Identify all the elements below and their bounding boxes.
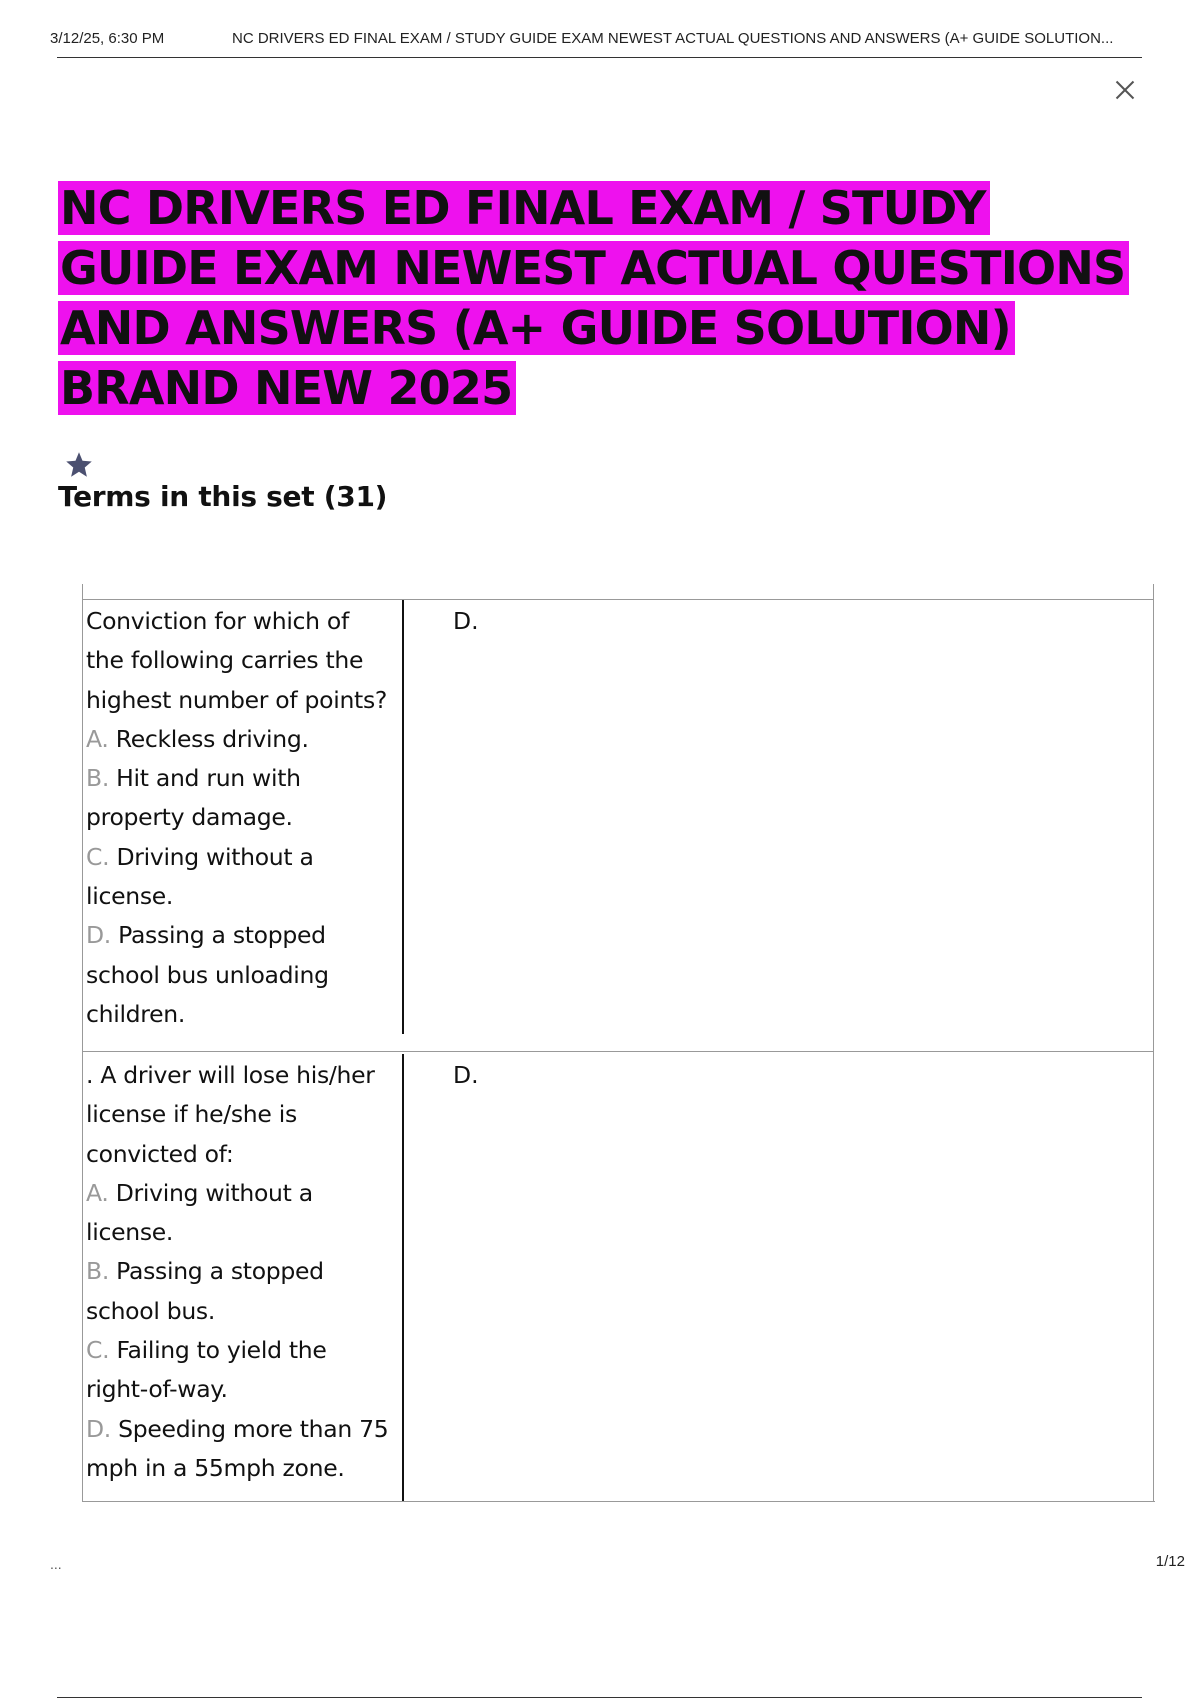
option-letter: B.: [86, 764, 109, 793]
card-definition: D.: [453, 1061, 479, 1089]
question-text: . A driver will lose his/her license if he/she is convicted of:: [86, 1061, 375, 1168]
print-datetime: 3/12/25, 6:30 PM: [50, 30, 165, 47]
option-text: Passing a stopped school bus.: [86, 1257, 324, 1325]
header-divider: [57, 57, 1142, 58]
option-letter: A.: [86, 1178, 109, 1207]
document-title: [58, 178, 1158, 418]
terms-count-heading: Terms in this set (31): [58, 480, 388, 513]
option-text: Driving without a license.: [86, 1178, 313, 1247]
option-letter: D.: [86, 921, 111, 950]
footer-ellipsis: ...: [50, 1556, 62, 1572]
option-letter: B.: [86, 1257, 109, 1286]
option-letter: C.: [86, 842, 110, 871]
question-text: Conviction for which of the following carries the highest number of points?: [86, 607, 388, 714]
option-text: Failing to yield the right-of-way.: [86, 1336, 327, 1404]
card-term: [86, 1056, 392, 1488]
option-text: Driving without a license.: [86, 842, 314, 911]
flashcard-2: [82, 1051, 1154, 1502]
option-letter: C.: [86, 1336, 110, 1365]
footer-divider: [57, 1697, 1142, 1698]
option-letter: D.: [86, 1414, 111, 1443]
print-page-title: NC DRIVERS ED FINAL EXAM / STUDY GUIDE EXAM NEWEST ACTUAL QUESTIONS AND ANSWERS (A+ GUIDE SOLUTION...: [232, 30, 1114, 47]
option-letter: A.: [86, 724, 109, 753]
flashcard-1: [82, 599, 1154, 1052]
option-text: Reckless driving.: [115, 724, 309, 753]
card-list-bottom: [82, 1501, 1155, 1502]
page-number: 1/12: [1155, 1553, 1185, 1570]
option-text: Speeding more than 75 mph in a 55mph zone.: [86, 1414, 389, 1482]
card-list-top: [82, 584, 1154, 600]
option-text: Passing a stopped school bus unloading children.: [86, 921, 329, 1028]
card-divider: [402, 1054, 404, 1502]
option-text: Hit and run with property damage.: [86, 764, 301, 832]
title-highlight: NC DRIVERS ED FINAL EXAM / STUDY GUIDE EXAM NEWEST ACTUAL QUESTIONS AND ANSWERS (A+ GUIDE SOLUTION) BRAND NEW 2025: [58, 181, 1129, 415]
card-divider: [402, 600, 404, 1034]
card-definition: D.: [453, 607, 479, 635]
card-term: [86, 602, 392, 1034]
star-icon[interactable]: [64, 450, 94, 480]
close-icon[interactable]: [1109, 74, 1141, 106]
